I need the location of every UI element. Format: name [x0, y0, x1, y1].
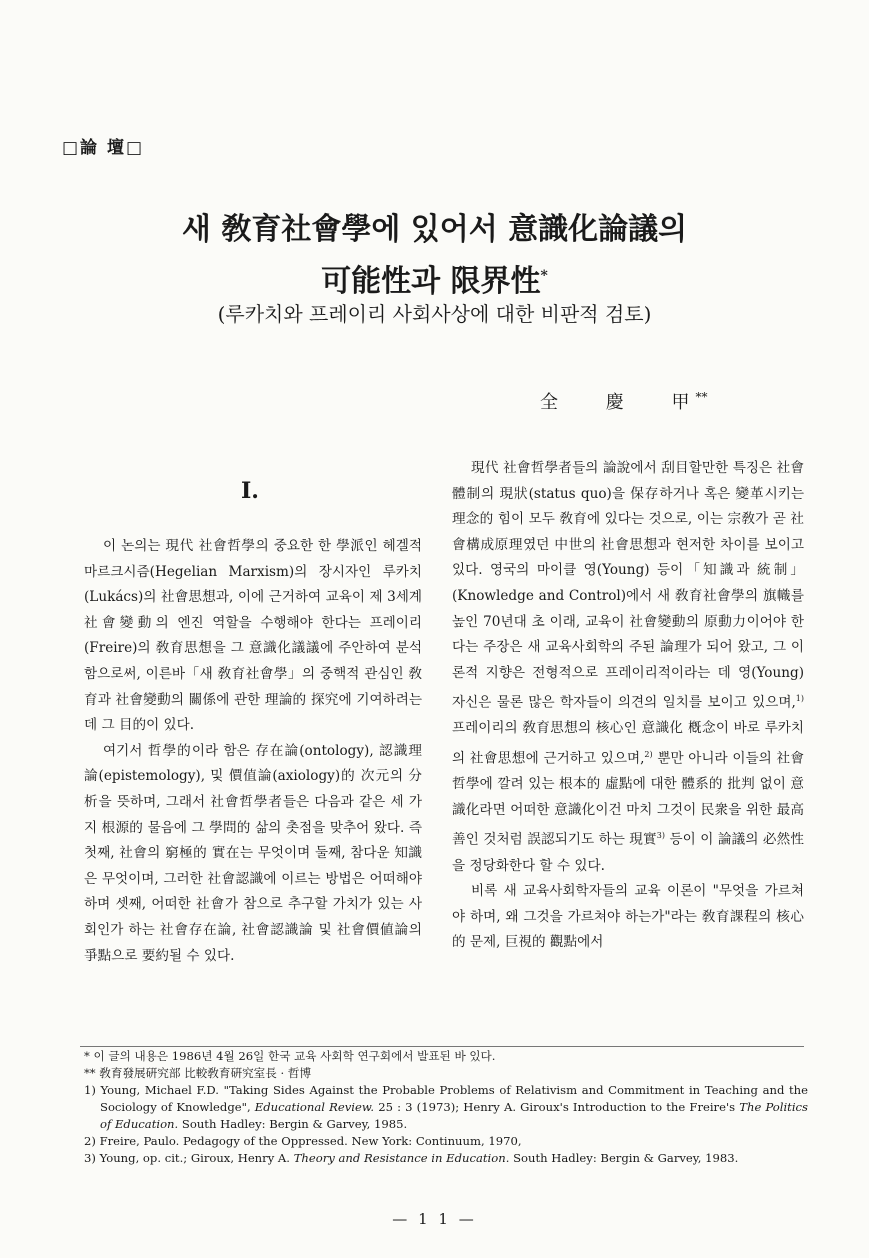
text-run: 등이 이 論議의 必然性을 정당화한다 할 수 있다.	[452, 831, 804, 874]
article-title-line1: 새 敎育社會學에 있어서 意識化論議의	[181, 212, 688, 247]
text-run: 25 : 3 (1973); Henry A. Giroux's Introduction to the Freire's	[374, 1100, 740, 1114]
paragraph: 비록 새 교육사회학자들의 교육 이론이 "무엇을 가르쳐야 하며, 왜 그것을 가르쳐야 하는가"라는 敎育課程의 核心的 문제, 巨視的 觀點에서	[452, 883, 804, 951]
footnote-ref: 2)	[644, 750, 653, 760]
text-run: 3) Young, op. cit.; Giroux, Henry A.	[84, 1151, 294, 1165]
text-run: South Hadley: Bergin & Garvey, 1983.	[509, 1151, 739, 1165]
author-byline	[540, 388, 770, 414]
footnote	[84, 1150, 808, 1167]
section-tag: □論 壇□	[62, 138, 145, 158]
footnote: 2) Freire, Paulo. Pedagogy of the Oppressed. New York: Continuum, 1970,	[84, 1134, 522, 1148]
title-footnote-mark: *	[540, 268, 548, 284]
book-title: Theory and Resistance in Education.	[293, 1151, 510, 1165]
journal-title: Educational Review.	[254, 1100, 375, 1114]
left-column	[84, 534, 422, 1044]
paragraph: 이 논의는 現代 社會哲學의 중요한 한 學派인 헤겔적 마르크시즘(Hegelian Marxism)의 장시자인 루카치(Lukács)의 社會思想과, 이에 근거하여 교육이 제 3세계 社會變動의 엔진 역할을 수행해야 한다는 프레이리(Freire)의 敎育思想을 그 意識化議議에 주안하여 분석함으로써, 이른바「새 敎育社會學」의 중핵적 관심인 敎育과 社會變動의 關係에 관한 理論的 探究에 기여하려는 데 그 目的이 있다.	[84, 538, 422, 734]
footnote: * 이 글의 내용은 1986년 4월 26일 한국 교육 사회학 연구회에서 발표된 바 있다.	[84, 1049, 496, 1063]
paragraph	[452, 456, 804, 879]
book-title: The Politics of Education.	[100, 1100, 808, 1131]
footnote-ref: 3)	[656, 831, 666, 841]
author-name: 全 慶 甲	[540, 392, 696, 413]
article-subtitle: (루카치와 프레이리 사회사상에 대한 비판적 검토)	[217, 302, 652, 326]
right-column	[452, 456, 804, 1044]
text-run: 現代 社會哲學者들의 論說에서 刮目할만한 특징은 社會體制의 現狀(status quo)을 保存하거나 혹은 變革시키는 理念的 힘이 모두 敎育에 있다는 것으로, 이는 宗敎가 곧 社會構成原理였던 中世의 社會思想과 현저한 차이를 보이고 있다. 영국의 마이클 영(Young) 등이「知識과 統制」(Knowledge and Control)에서 새 敎育社會學의 旗幟를 높인 70년대 초 이래, 교육이 社會變動의 原動力이어야 한다는 주장은 새 교육사회학의 주된 論理가 되어 왔고, 그 이론적 지향은 전형적으로 프레이리적이라는 데 영(Young) 자신은 물론 많은 학자들이 의견의 일치를 보이고 있으며,	[452, 460, 804, 711]
page-number: — 1 1 —	[392, 1210, 477, 1228]
text-run: 1) Young, Michael F.D. "Taking Sides Against the Probable Problems of Relativism and Commitment in Teaching and the Sociology of Knowledge",	[84, 1083, 808, 1114]
article-title-line2	[0, 254, 869, 304]
text-run: 프레이리의 敎育思想의 核心인 意識化 槪念이 바로 루카치의 社會思想에 근거하고 있으며,	[452, 720, 804, 767]
footnote: ** 敎育發展硏究部 比較敎育硏究室長 · 哲博	[84, 1066, 312, 1080]
section-number: I.	[241, 478, 259, 504]
footnotes	[84, 1048, 808, 1198]
article-title-text: 可能性과 限界性	[321, 264, 541, 299]
author-footnote-mark: **	[695, 390, 708, 404]
text-run: 뿐만 아니라 이들의 社會哲學에 깔려 있는 根本的 虛點에 대한 體系的 批判 없이 意識化라면 어떠한 意識化이건 마치 그것이 民衆을 위한 最高善인 것처럼 誤認되기도 하는 現實	[452, 750, 804, 848]
paragraph: 여기서 哲學的이라 함은 存在論(ontology), 認識理論(epistemology), 및 價值論(axiology)的 次元의 分析을 뜻하며, 그래서 社會哲學者들은 다음과 같은 세 가지 根源的 물음에 그 學問的 삶의 촛점을 맞추어 왔다. 즉 첫째, 社會의 窮極的 實在는 무엇이며 둘째, 참다운 知識은 무엇이며, 그러한 社會認識에 이르는 방법은 어떠해야 하며 셋째, 어떠한 社會가 참으로 추구할 가치가 있는 사회인가 하는 社會存在論, 社會認識論 및 社會價値論의 爭點으로 要約될 수 있다.	[84, 742, 422, 964]
text-run: South Hadley: Bergin & Garvey, 1985.	[178, 1117, 408, 1131]
footnote-divider	[80, 1046, 804, 1047]
footnote	[84, 1082, 808, 1133]
footnote-ref: 1)	[795, 694, 804, 704]
